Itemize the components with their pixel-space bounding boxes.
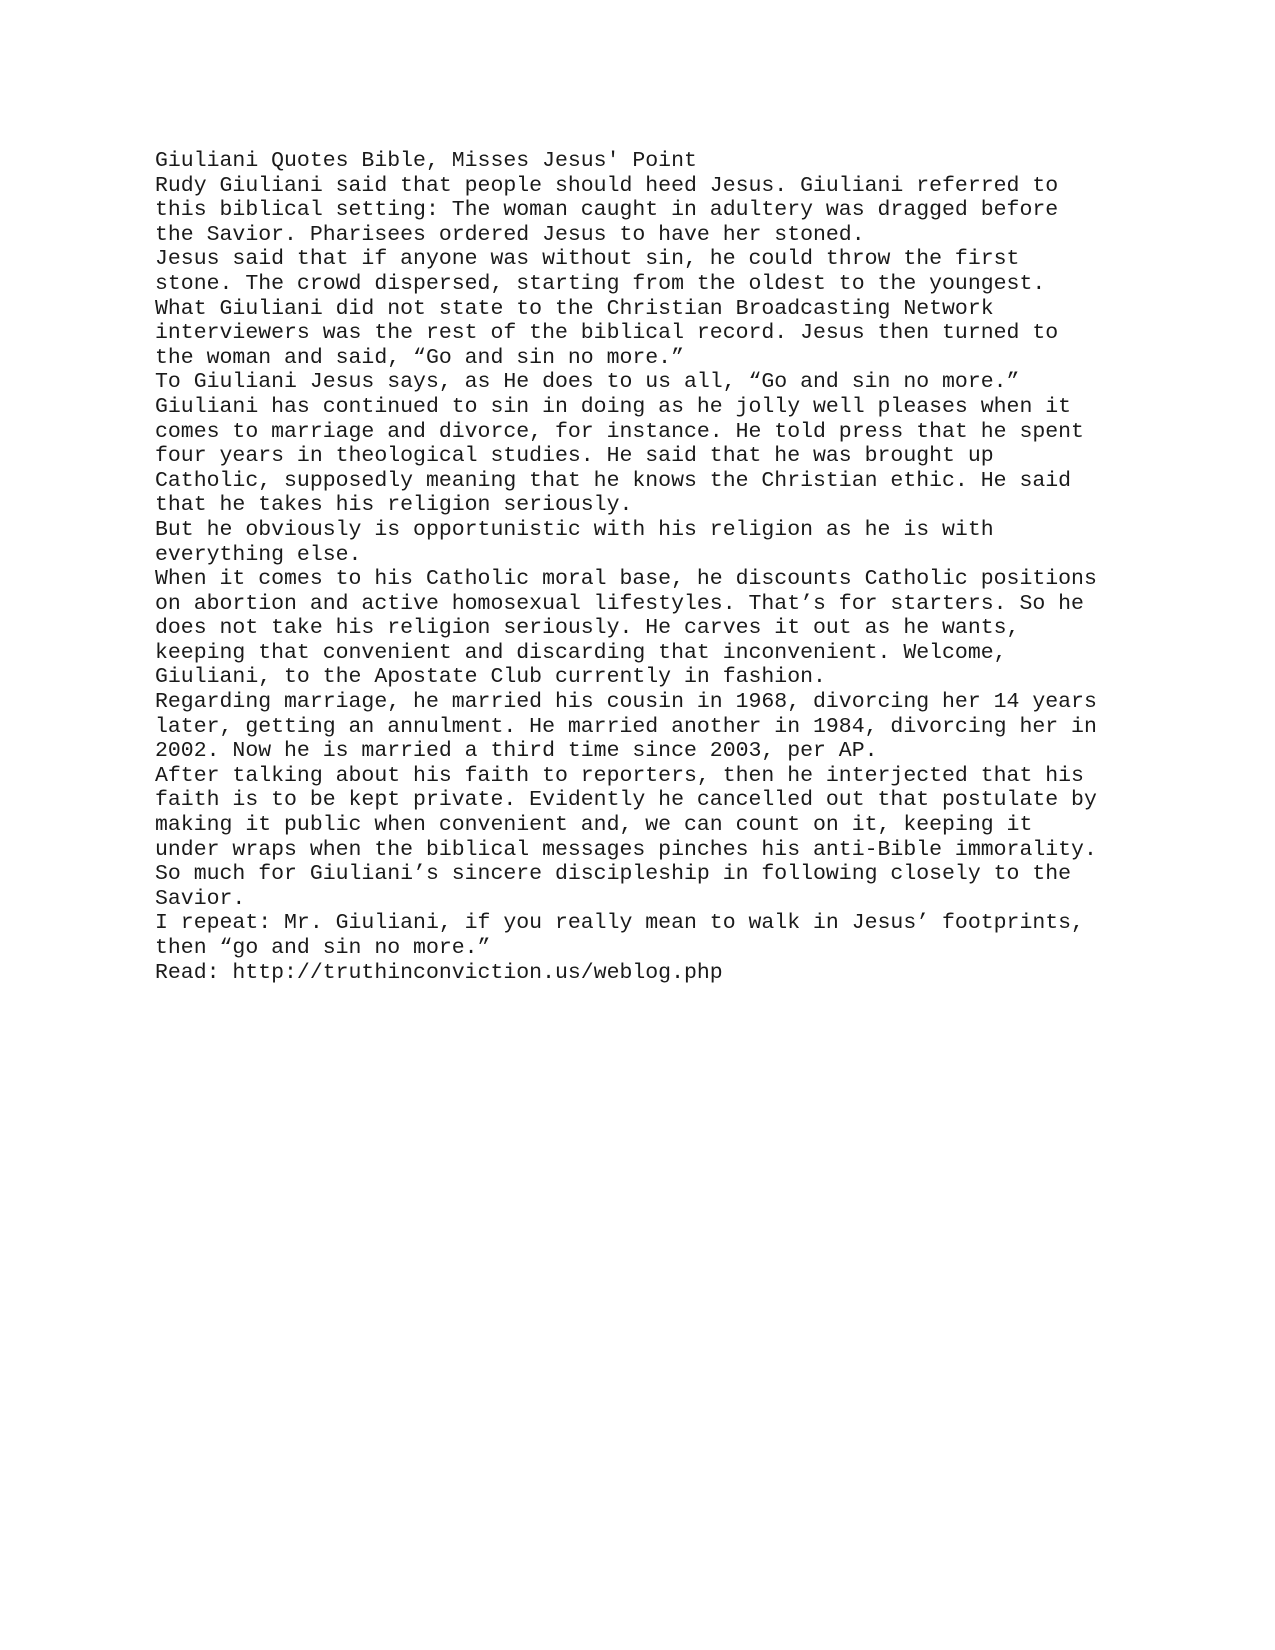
body-line: Regarding marriage, he married his cousin in 1968, divorcing her 14 years [155,690,1097,715]
body-line: Giuliani has continued to sin in doing as he jolly well pleases when it [155,394,1072,419]
body-line: But he obviously is opportunistic with his religion as he is with [155,517,994,542]
body-line: interviewers was the rest of the biblical record. Jesus then turned to [155,321,1059,346]
body-line: comes to marriage and divorce, for instance. He told press that he spent [155,419,1084,444]
body-line: Savior. [155,886,246,911]
body-line: After talking about his faith to reporters, then he interjected that his [155,763,1084,788]
body-line: making it public when convenient and, we can count on it, keeping it [155,813,1033,838]
body-line: Jesus said that if anyone was without sin, he could throw the first [155,247,1020,272]
body-line: under wraps when the biblical messages pinches his anti-Bible immorality. [155,837,1097,862]
body-line: So much for Giuliani’s sincere discipleship in following closely to the [155,862,1072,887]
body-line: keeping that convenient and discarding that inconvenient. Welcome, [155,640,1007,665]
body-line: does not take his religion seriously. He carves it out as he wants, [155,616,1020,641]
body-line: 2002. Now he is married a third time since 2003, per AP. [155,739,878,764]
body-line: the Savior. Pharisees ordered Jesus to have her stoned. [155,222,865,247]
body-line: Rudy Giuliani said that people should heed Jesus. Giuliani referred to [155,173,1059,198]
document-title: Giuliani Quotes Bible, Misses Jesus' Point [155,149,697,173]
body-line: To Giuliani Jesus says, as He does to us all, “Go and sin no more.” [155,370,1020,395]
body-line: then “go and sin no more.” [155,936,491,960]
body-line: Catholic, supposedly meaning that he knows the Christian ethic. He said [155,468,1072,493]
body-line: faith is to be kept private. Evidently he cancelled out that postulate by [155,788,1097,813]
body-line: I repeat: Mr. Giuliani, if you really mean to walk in Jesus’ footprints, [155,911,1084,936]
body-line: Giuliani, to the Apostate Club currently in fashion. [155,665,826,690]
body-line: on abortion and active homosexual lifestyles. That’s for starters. So he [155,591,1084,616]
body-line: stone. The crowd dispersed, starting from the oldest to the youngest. [155,271,1046,296]
document-body [155,149,1155,985]
body-line: this biblical setting: The woman caught in adultery was dragged before [155,198,1059,223]
body-line: the woman and said, “Go and sin no more.” [155,345,684,370]
body-line: What Giuliani did not state to the Christian Broadcasting Network [155,296,994,321]
body-line: later, getting an annulment. He married another in 1984, divorcing her in [155,714,1097,739]
body-line: everything else. [155,542,362,567]
body-line: When it comes to his Catholic moral base, he discounts Catholic positions [155,567,1097,592]
source-link: Read: http://truthinconviction.us/weblog.php [155,960,723,985]
body-line: four years in theological studies. He said that he was brought up [155,444,994,469]
body-line: that he takes his religion seriously. [155,493,633,518]
